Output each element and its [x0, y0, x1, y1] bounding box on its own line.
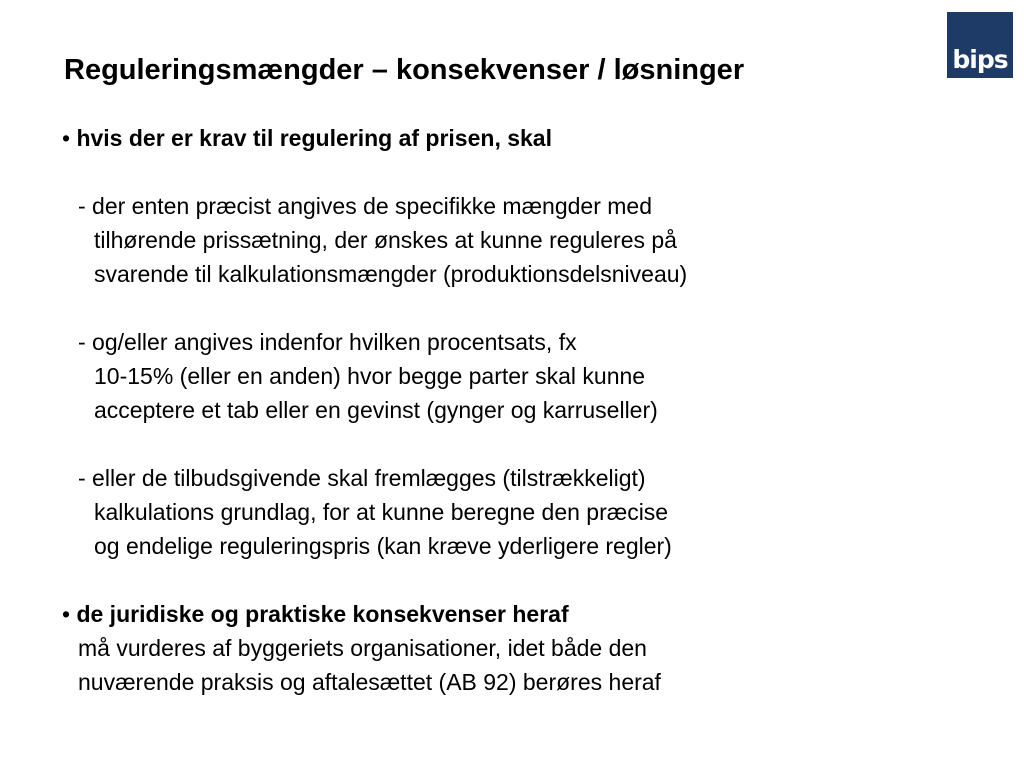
bullet-2 [62, 597, 687, 631]
bullet-1-heading: hvis der er krav til regulering af prisen, skal [76, 125, 552, 151]
bullet-2-line-2: nuværende praksis og aftalesættet (AB 92) berøres heraf [78, 669, 661, 695]
spacer [62, 291, 687, 325]
sub-item-1-line-3: svarende til kalkulationsmængder (produktionsdelsniveau) [94, 261, 688, 287]
bullet-1 [62, 121, 687, 155]
sub-item-2-line-2: 10-15% (eller en anden) hvor begge parter skal kunne [94, 363, 646, 389]
sub-item-3-line-3: og endelige reguleringspris (kan kræve yderligere regler) [94, 533, 672, 559]
slide-content [62, 121, 687, 699]
spacer [62, 563, 687, 597]
sub-item-1-line-1: - der enten præcist angives de specifikke mængder med [78, 193, 653, 219]
sub-item-2-line-1: - og/eller angives indenfor hvilken procentsats, fx [78, 329, 577, 355]
bips-logo [947, 12, 1013, 78]
bullet-marker: • [62, 601, 71, 627]
sub-item-2-line-3: acceptere et tab eller en gevinst (gynger og karruseller) [94, 397, 658, 423]
sub-item-3-line-1: - eller de tilbudsgivende skal fremlægges (tilstrækkeligt) [78, 465, 646, 491]
bullet-2-line-1: må vurderes af byggeriets organisationer, idet både den [78, 635, 647, 661]
sub-item-1-line-2: tilhørende prissætning, der ønskes at kunne reguleres på [94, 227, 677, 253]
spacer [62, 427, 687, 461]
slide-title: Reguleringsmængder – konsekvenser / løsninger [64, 54, 745, 86]
sub-item-3-line-2: kalkulations grundlag, for at kunne beregne den præcise [94, 499, 669, 525]
spacer [62, 155, 687, 189]
bullet-marker: • [62, 125, 71, 151]
logo-text: bips [952, 45, 1008, 74]
bullet-2-heading: de juridiske og praktiske konsekvenser heraf [76, 601, 569, 627]
